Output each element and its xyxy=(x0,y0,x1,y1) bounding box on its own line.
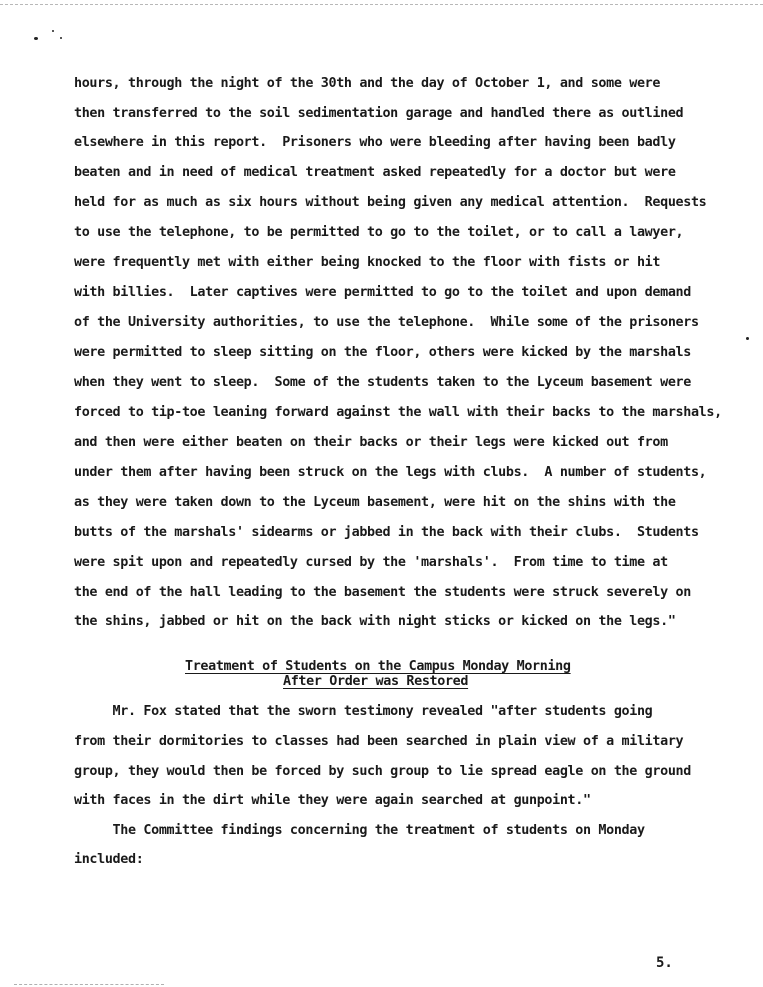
section-heading-line-1: Treatment of Students on the Campus Monday Morning xyxy=(185,659,571,674)
text-line: were permitted to sleep sitting on the floor, others were kicked by the marshals xyxy=(74,345,691,360)
text-line: the shins, jabbed or hit on the back with night sticks or kicked on the legs." xyxy=(74,614,676,629)
scan-mark xyxy=(52,30,54,32)
scan-mark xyxy=(60,37,62,39)
text-line: the end of the hall leading to the basement the students were struck severely on xyxy=(74,585,691,600)
page-number: 5. xyxy=(656,955,673,971)
text-line: as they were taken down to the Lyceum basement, were hit on the shins with the xyxy=(74,495,676,510)
text-line: to use the telephone, to be permitted to go to the toilet, or to call a lawyer, xyxy=(74,225,684,240)
text-line: butts of the marshals' sidearms or jabbed in the back with their clubs. Students xyxy=(74,525,699,540)
text-line: from their dormitories to classes had been searched in plain view of a military xyxy=(74,734,684,749)
text-line: and then were either beaten on their backs or their legs were kicked out from xyxy=(74,435,668,450)
text-line: The Committee findings concerning the treatment of students on Monday xyxy=(74,823,645,838)
text-line: then transferred to the soil sedimentation garage and handled there as outlined xyxy=(74,106,684,121)
text-line: were spit upon and repeatedly cursed by the 'marshals'. From time to time at xyxy=(74,555,668,570)
text-line: were frequently met with either being knocked to the floor with fists or hit xyxy=(74,255,661,270)
text-line: Mr. Fox stated that the sworn testimony revealed "after students going xyxy=(74,704,653,719)
text-line: included: xyxy=(74,852,144,867)
text-line: with faces in the dirt while they were again searched at gunpoint." xyxy=(74,793,591,808)
top-scan-edge xyxy=(0,4,763,5)
text-line: held for as much as six hours without being given any medical attention. Requests xyxy=(74,195,707,210)
text-line: forced to tip-toe leaning forward against the wall with their backs to the marshals, xyxy=(74,405,722,420)
scan-mark xyxy=(746,337,749,340)
text-line: beaten and in need of medical treatment asked repeatedly for a doctor but were xyxy=(74,165,676,180)
scan-mark xyxy=(34,37,38,40)
text-line: with billies. Later captives were permitted to go to the toilet and upon demand xyxy=(74,285,691,300)
text-line: hours, through the night of the 30th and the day of October 1, and some were xyxy=(74,76,661,91)
text-line: when they went to sleep. Some of the students taken to the Lyceum basement were xyxy=(74,375,691,390)
section-heading-line-2: After Order was Restored xyxy=(283,674,469,689)
text-line: of the University authorities, to use the telephone. While some of the prisoners xyxy=(74,315,699,330)
text-line: elsewhere in this report. Prisoners who were bleeding after having been badly xyxy=(74,135,676,150)
text-line: under them after having been struck on the legs with clubs. A number of students, xyxy=(74,465,707,480)
text-line: group, they would then be forced by such group to lie spread eagle on the ground xyxy=(74,764,691,779)
bottom-scan-edge xyxy=(14,984,164,985)
